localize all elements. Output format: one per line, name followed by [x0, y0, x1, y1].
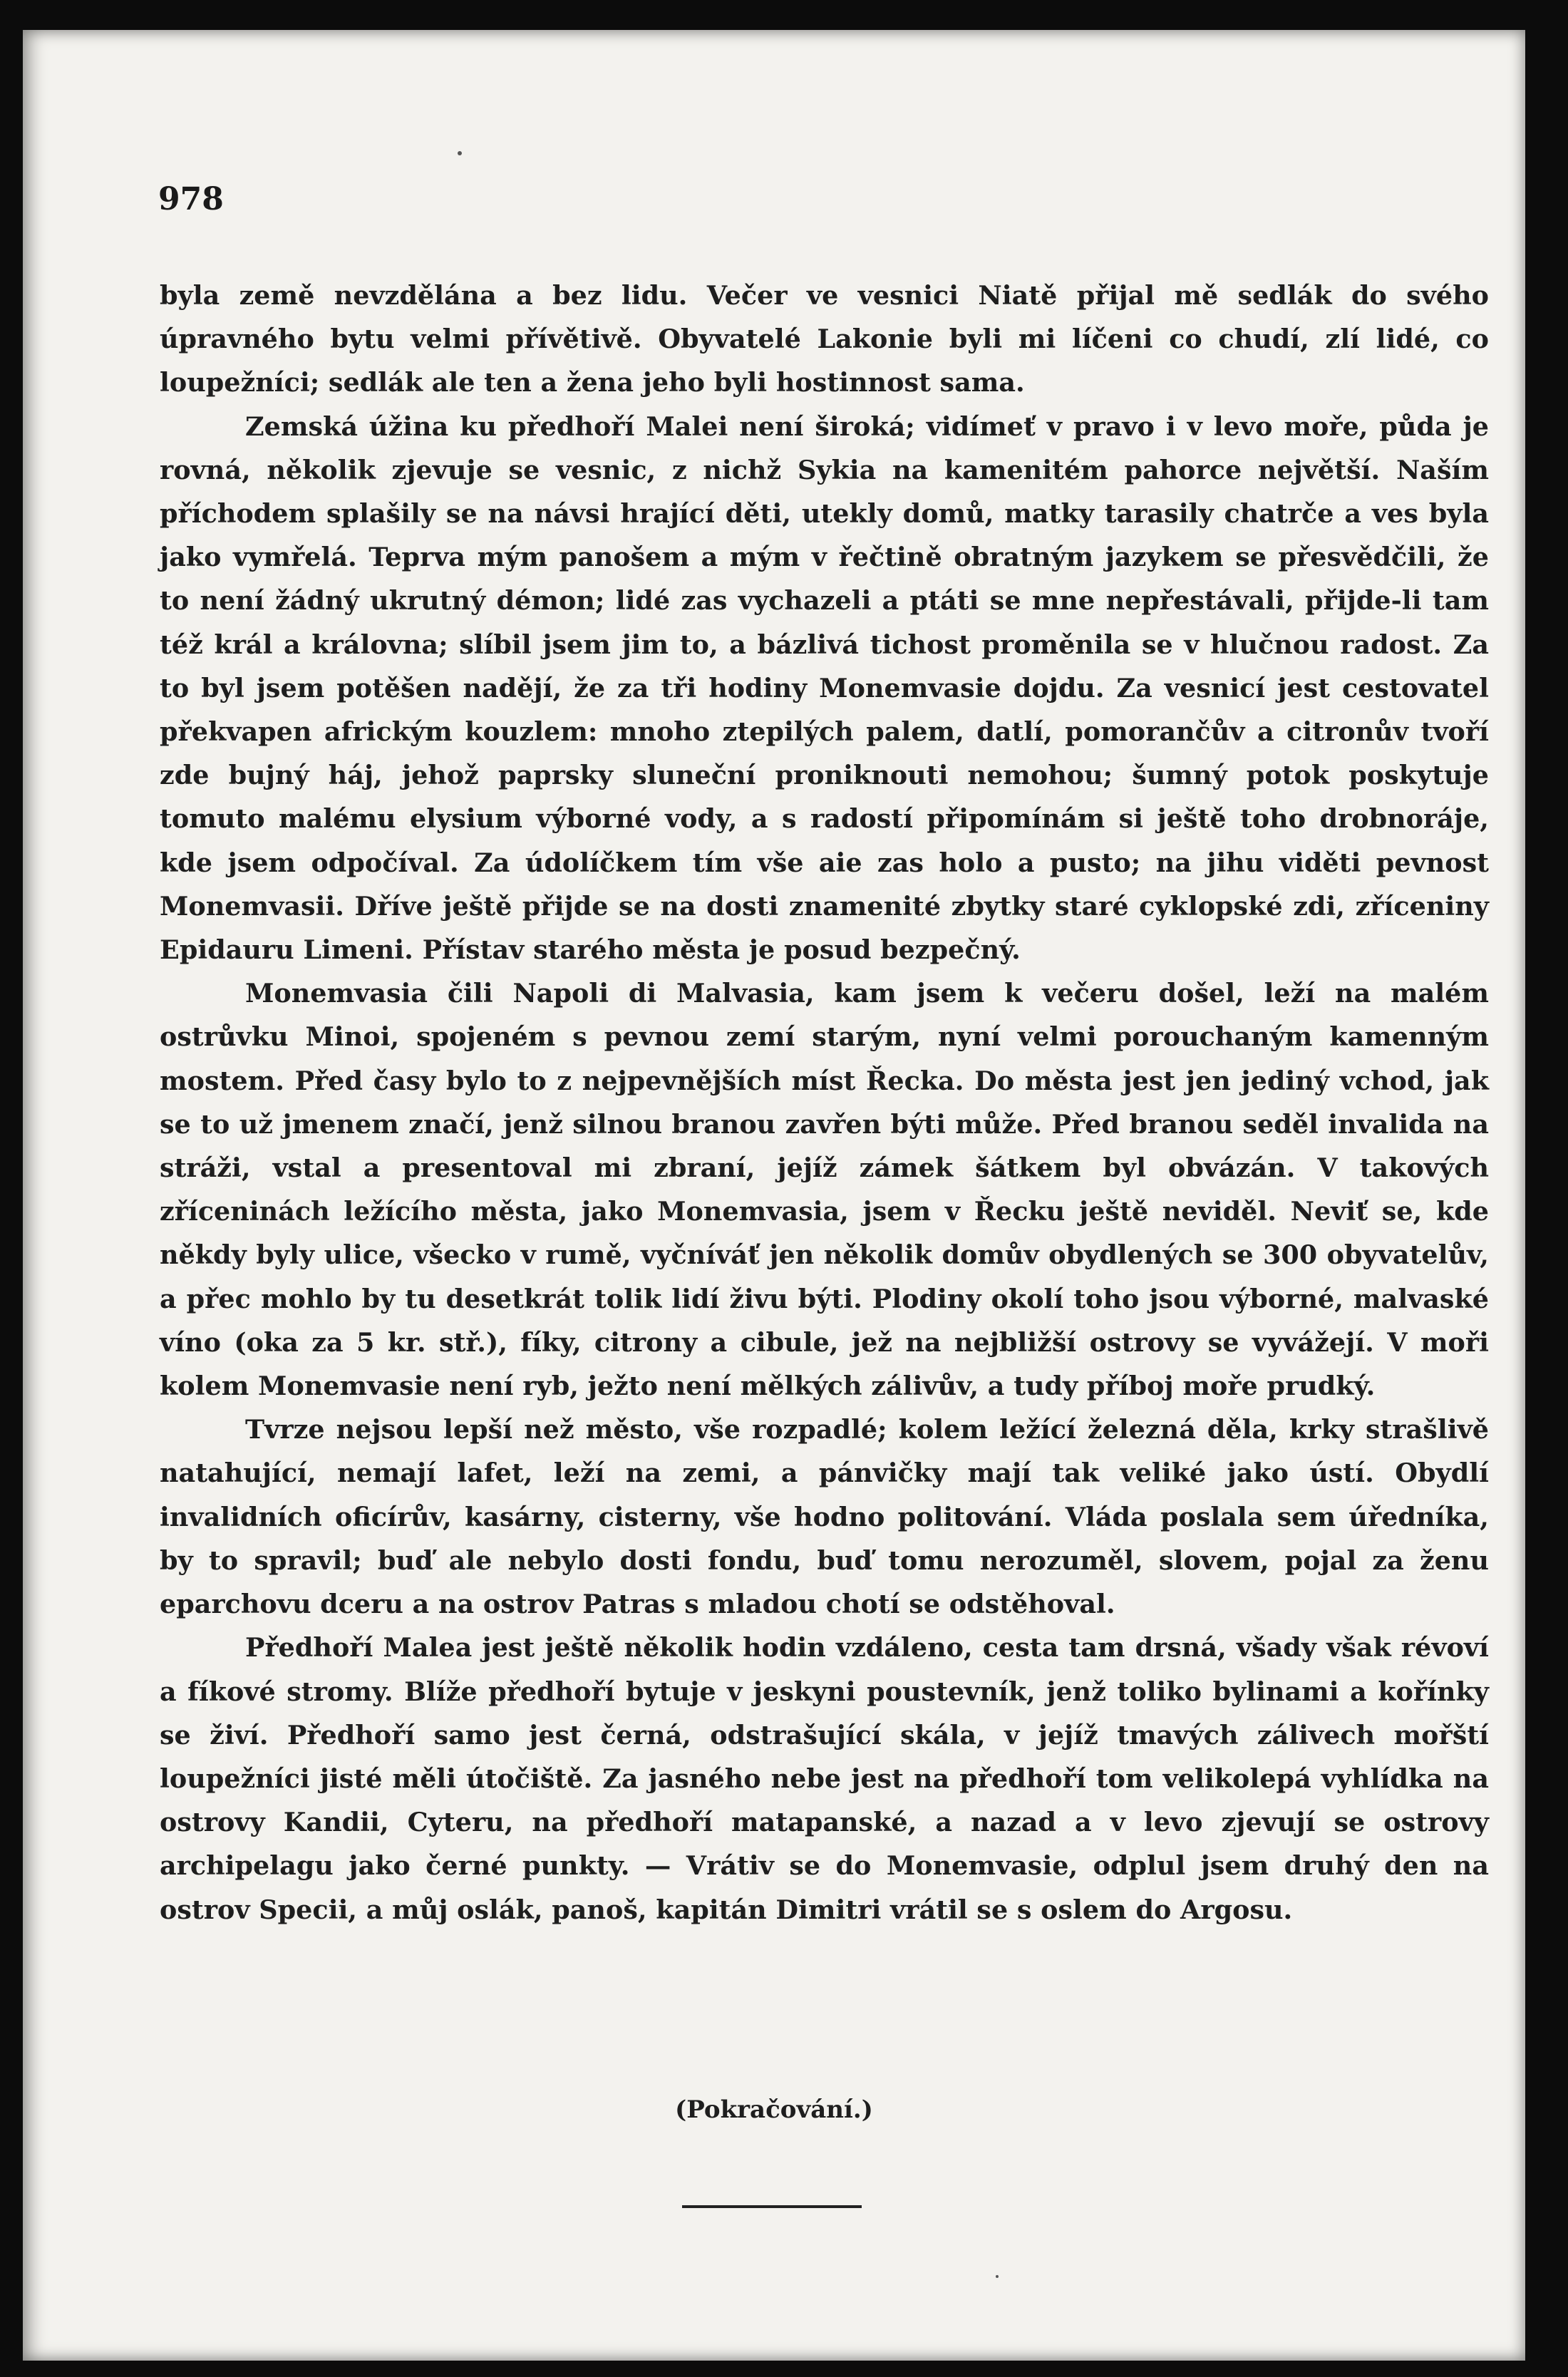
print-speck: [996, 2275, 999, 2278]
paragraph-1: byla země nevzdělána a bez lidu. Večer ve vesnici Niatě přijal mě sedlák do svého úpravného bytu velmi přívětivě. Obyvatelé Lakonie byli mi líčeni co chudí, zlí lidé, co loupežníci; sedlák ale ten a žena jeho byli hostinnost sama.: [160, 280, 1489, 398]
article-body: [160, 274, 1489, 1932]
print-speck: [458, 151, 462, 155]
page-number: 978: [158, 181, 224, 217]
paragraph-5: Předhoří Malea jest ještě několik hodin vzdáleno, cesta tam drsná, všady však révoví a fíkové stromy. Blíže předhoří bytuje v jeskyni poustevník, jenž toliko bylinami a kořínky se živí. Předhoří samo jest černá, odstrašující skála, v jejíž tmavých zálivech mořští loupežníci jisté měli útočiště. Za jasného nebe jest na předhoří tom velikolepá vyhlídka na ostrovy Kandii, Cyteru, na předhoří matapanské, a nazad a v levo zjevují se ostrovy archipelagu jako černé punkty. — Vrátiv se do Monemvasie, odplul jsem druhý den na ostrov Specii, a můj oslák, panoš, kapitán Dimitri vrátil se s oslem do Argosu.: [160, 1632, 1489, 1925]
paragraph-4: Tvrze nejsou lepší než město, vše rozpadlé; kolem ležící železná děla, krky strašlivě natahující, nemají lafet, leží na zemi, a pánvičky mají tak veliké jako ústí. Obydlí invalidních oficírův, kasárny, cisterny, vše hodno politování. Vláda poslala sem úředníka, by to spravil; buď ale nebylo dosti fondu, buď tomu nerozuměl, slovem, pojal za ženu eparchovu dceru a na ostrov Patras s mladou chotí se odstěhoval.: [160, 1414, 1489, 1620]
paragraph-2: Zemská úžina ku předhoří Malei není široká; vidímeť v pravo i v levo moře, půda je rovná, několik zjevuje se vesnic, z nichž Sykia na kamenitém pahorce největší. Naším příchodem splašily se na návsi hrající děti, utekly domů, matky tarasily chatrče a ves byla jako vymřelá. Teprva mým panošem a mým v řečtině obratným jazykem se přesvědčili, že to není žádný ukrutný démon; lidé zas vychazeli a ptáti se mne nepřestávali, přijde-li tam též král a královna; slíbil jsem jim to, a bázlivá tichost proměnila se v hlučnou radost. Za to byl jsem potěšen nadějí, že za tři hodiny Monemvasie dojdu. Za vesnicí jest cestovatel překvapen africkým kouzlem: mnoho ztepilých palem, datlí, pomorančův a citronův tvoří zde bujný háj, jehož paprsky sluneční proniknouti nemohou; šumný potok poskytuje tomuto malému elysium výborné vody, a s radostí připomínám si ještě toho drobnoráje, kde jsem odpočíval. Za údolíčkem tím vše aie zas holo a pusto; na jihu viděti pevnost Monemvasii. Dříve ještě přijde se na dosti znamenité zbytky staré cyklopské zdi, zříceniny Epidauru Limeni. Přístav starého města je posud bezpečný.: [160, 411, 1489, 966]
end-rule: [682, 2205, 862, 2208]
paragraph-3: Monemvasia čili Napoli di Malvasia, kam jsem k večeru došel, leží na malém ostrůvku Minoi, spojeném s pevnou zemí starým, nyní velmi porouchaným kamenným mostem. Před časy bylo to z nejpevnějších míst Řecka. Do města jest jen jediný vchod, jak se to už jmenem značí, jenž silnou branou zavřen býti může. Před branou seděl invalida na stráži, vstal a presentoval mi zbraní, jejíž zámek šátkem byl obvázán. V takových zříceninách ležícího města, jako Monemvasia, jsem v Řecku ještě neviděl. Neviť se, kde někdy byly ulice, všecko v rumě, vyčníváť jen několik domův obydlených se 300 obyvatelův, a přec mohlo by tu desetkrát tolik lidí živu býti. Plodiny okolí toho jsou výborné, malvaské víno (oka za 5 kr. stř.), fíky, citrony a cibule, jež na nejbližší ostrovy se vyvážejí. V moři kolem Monemvasie není ryb, ježto není mělkých zálivův, a tudy příboj moře prudký.: [160, 978, 1489, 1402]
scanned-page: [23, 30, 1525, 2361]
continuation-note: (Pokračování.): [675, 2095, 873, 2124]
